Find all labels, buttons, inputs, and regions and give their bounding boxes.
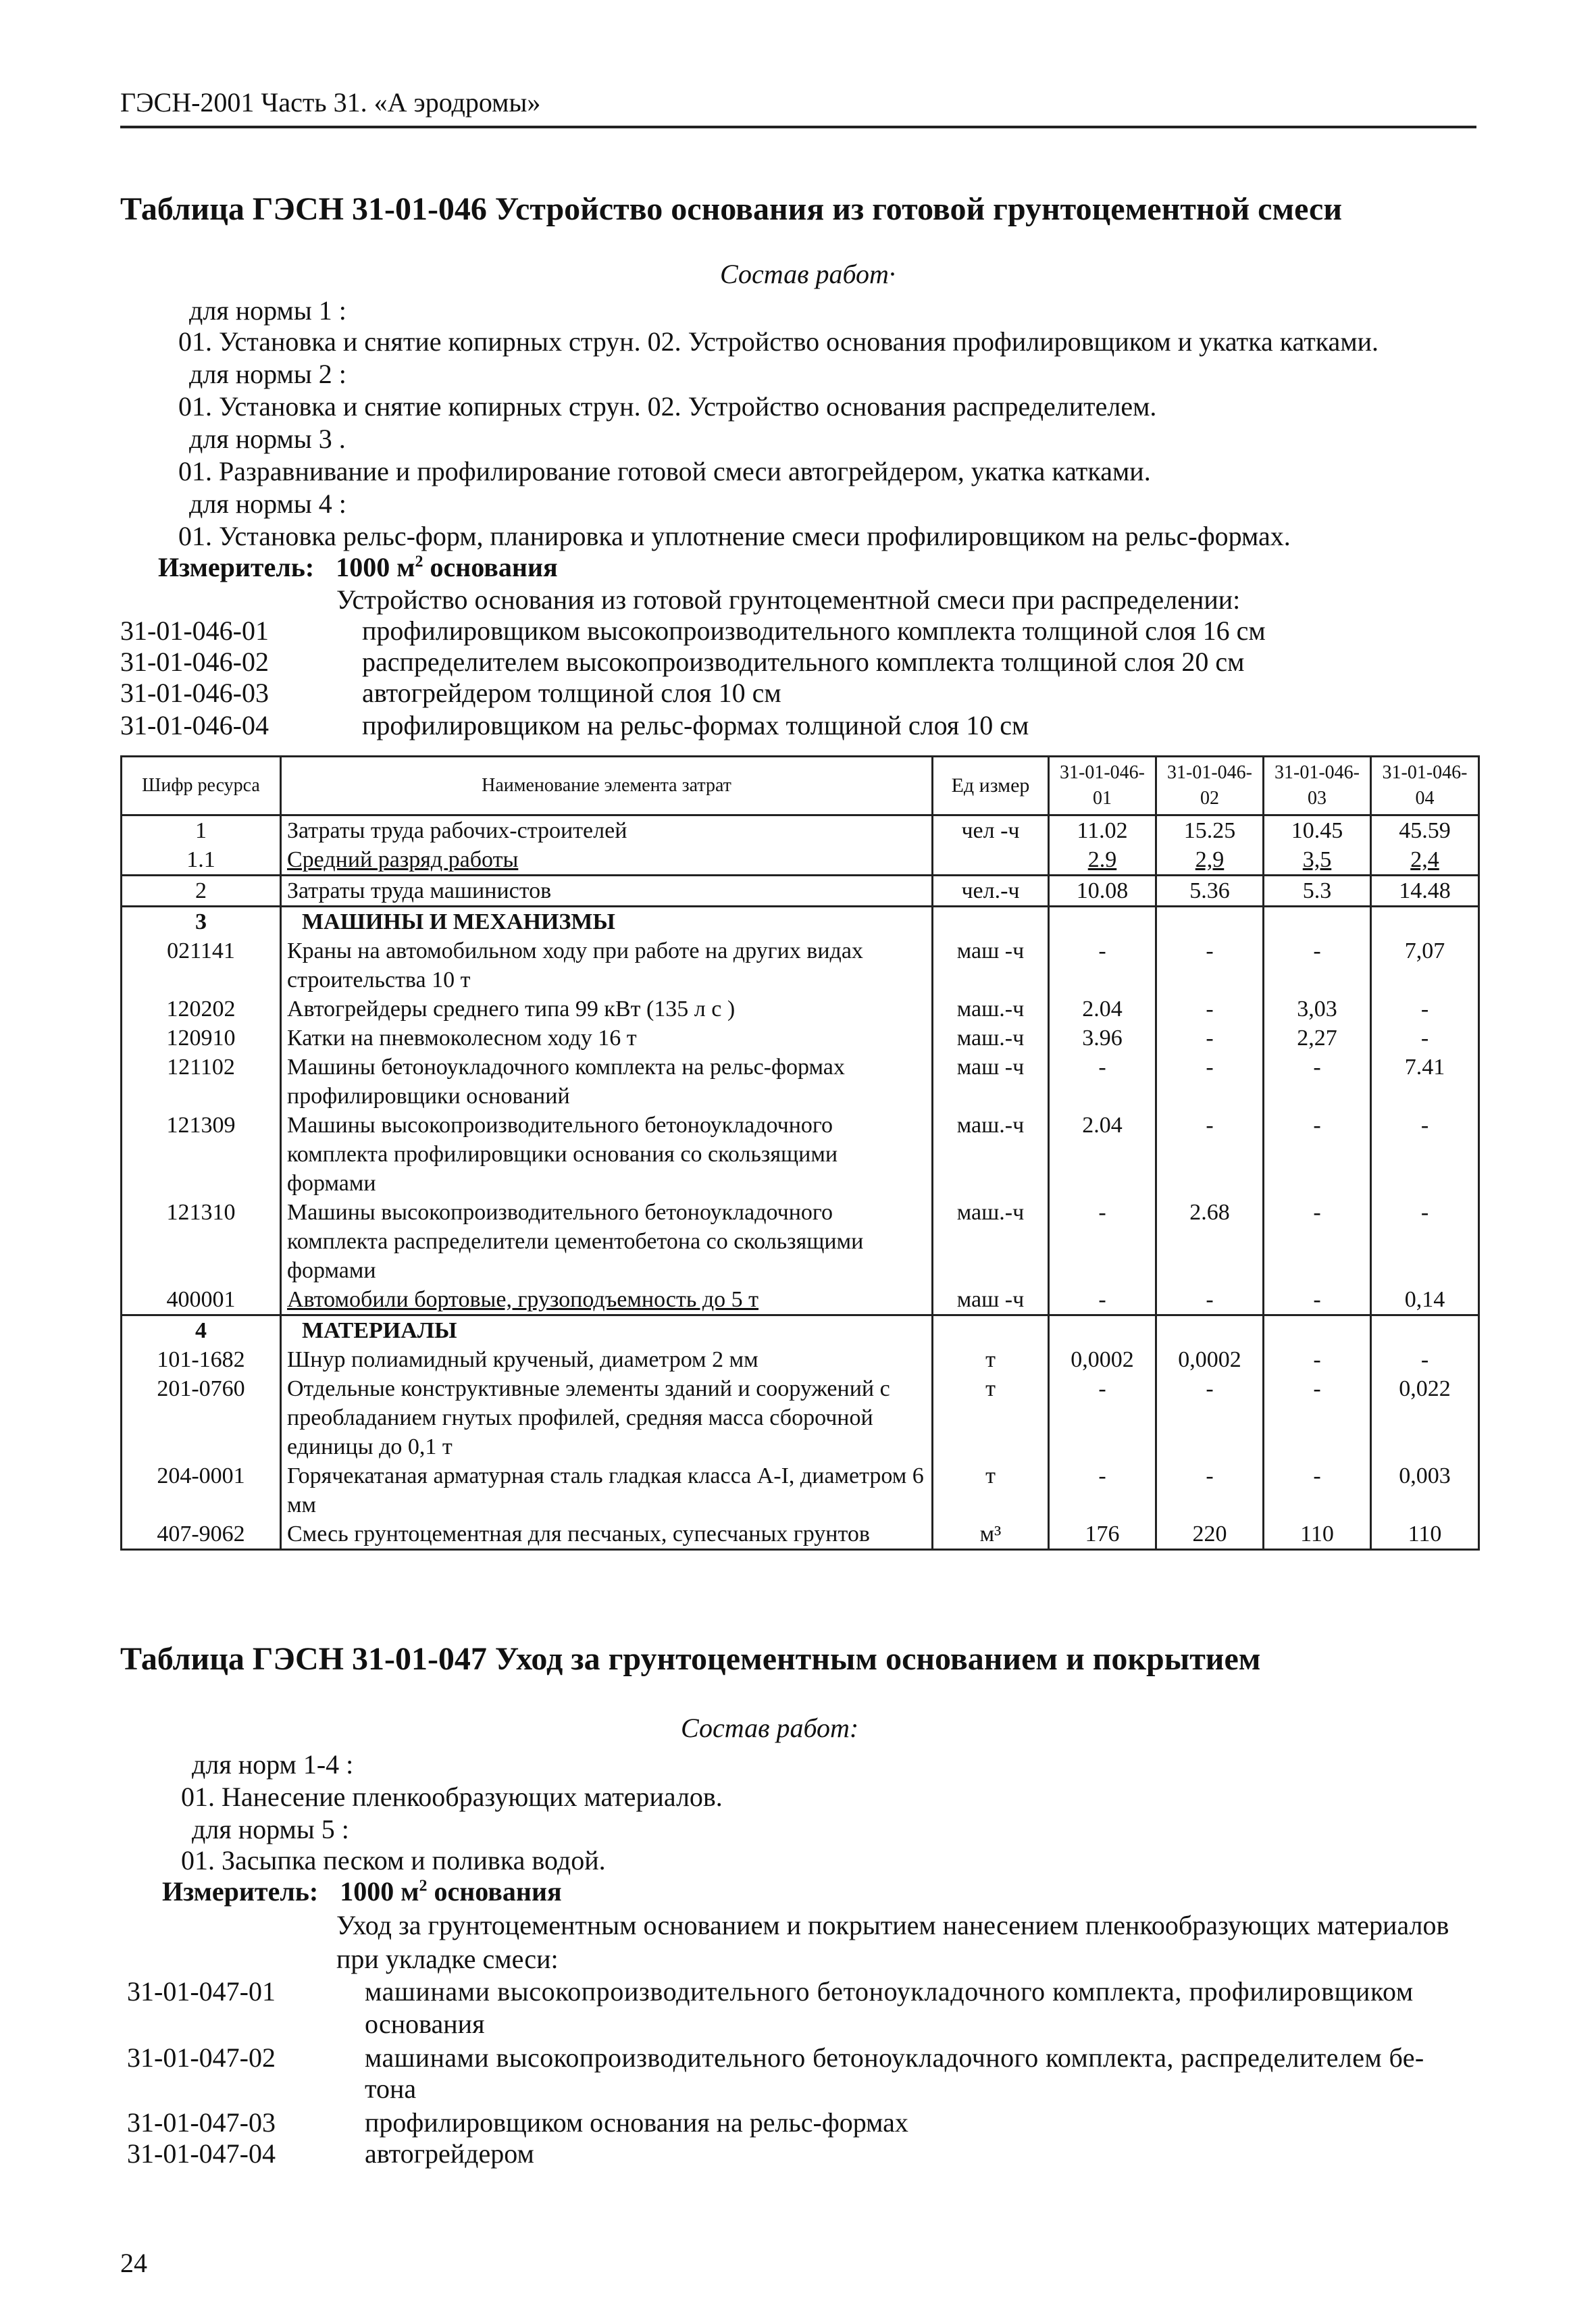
meter-047	[162, 1876, 562, 1907]
cell-value: -	[1156, 1053, 1264, 1111]
norm-047-text: машинами высокопроизводительного бетоноукладочного комплекта, распределителем бе-	[365, 2042, 1424, 2073]
cell-value: -	[1264, 1461, 1371, 1519]
cell-value	[1156, 1315, 1264, 1346]
work-046-line: для нормы 2 :	[189, 359, 346, 389]
meter-sup: 2	[415, 553, 423, 571]
cell-unit: маш -ч	[933, 936, 1049, 995]
col-header-name: Наименование элемента затрат	[281, 757, 933, 815]
table-row	[122, 1374, 1479, 1461]
meter-tail: основания	[423, 552, 558, 582]
norm-047-intro: Уход за грунтоцементным основанием и покрытием нанесением пленкообразующих материалов	[336, 1910, 1449, 1940]
work-046-line: 01. Установка и снятие копирных струн. 02. Устройство основания профилировщиком и укатка катками.	[178, 326, 1379, 357]
cell-name: Горячекатаная арматурная сталь гладкая класса А-I, диаметром 6 мм	[281, 1461, 933, 1519]
cell-name: Машины высокопроизводительного бетоноукладочного комплекта профилировщики основания со скользящими формами	[281, 1111, 933, 1198]
work-046-line: 01. Разравнивание и профилирование готовой смеси автогрейдером, укатка катками.	[178, 456, 1151, 486]
cell-name: Смесь грунтоцементная для песчаных, супесчаных грунтов	[281, 1519, 933, 1550]
cell-unit: чел.-ч	[933, 876, 1049, 907]
table-row	[122, 1285, 1479, 1315]
table-row	[122, 1519, 1479, 1550]
cell-code: 400001	[122, 1285, 281, 1315]
cell-name: Средний разряд работы	[281, 845, 933, 876]
cell-value: -	[1371, 1024, 1479, 1053]
cell-code: 121309	[122, 1111, 281, 1198]
work-046-line: для нормы 3 .	[189, 424, 346, 454]
col-header-norm-4: 31-01-046-04	[1371, 757, 1479, 815]
work-046-line: для нормы 4 :	[189, 488, 346, 519]
table-046-title: Таблица ГЭСН 31-01-046 Устройство основания из готовой грунтоцементной смеси	[120, 191, 1342, 227]
cell-value: -	[1371, 995, 1479, 1024]
norm-047-code: 31-01-047-02	[127, 2042, 276, 2073]
cell-value: 11.02	[1049, 815, 1156, 846]
cell-code: 2	[122, 876, 281, 907]
header-rule	[120, 126, 1476, 128]
cell-code: 1	[122, 815, 281, 846]
table-046-sostav: Состав работ·	[720, 259, 896, 289]
work-046-line: 01. Установка и снятие копирных струн. 02. Устройство основания распределителем.	[178, 391, 1157, 422]
cell-code: 121102	[122, 1053, 281, 1111]
meter-046	[158, 551, 558, 583]
cell-value: -	[1371, 1198, 1479, 1285]
cell-value: 110	[1264, 1519, 1371, 1550]
section-row	[122, 1315, 1479, 1346]
cell-value: 0,003	[1371, 1461, 1479, 1519]
cell-value: 2.9	[1049, 845, 1156, 876]
cell-unit: т	[933, 1461, 1049, 1519]
norm-046-text: профилировщиком высокопроизводительного комплекта толщиной слоя 16 см	[362, 615, 1266, 646]
cell-value: 7.41	[1371, 1053, 1479, 1111]
cell-name: Шнур полиамидный крученый, диаметром 2 мм	[281, 1345, 933, 1374]
cell-value: -	[1049, 1374, 1156, 1461]
cell-unit: маш.-ч	[933, 1024, 1049, 1053]
cell-value: -	[1371, 1111, 1479, 1198]
cell-value: 0,0002	[1049, 1345, 1156, 1374]
cell-value: -	[1264, 1198, 1371, 1285]
work-047-line: 01. Засыпка песком и поливка водой.	[181, 1845, 606, 1876]
cell-unit: маш.-ч	[933, 995, 1049, 1024]
table-row	[122, 995, 1479, 1024]
cell-value: -	[1156, 1024, 1264, 1053]
cell-value: 10.08	[1049, 876, 1156, 907]
cell-value: 0,0002	[1156, 1345, 1264, 1374]
norm-046-text: профилировщиком на рельс-формах толщиной слоя 10 см	[362, 710, 1029, 740]
section-title-machines: МАШИНЫ И МЕХАНИЗМЫ	[281, 907, 933, 937]
norm-047-code: 31-01-047-04	[127, 2138, 276, 2169]
cell-value: -	[1264, 936, 1371, 995]
cell-unit: маш.-ч	[933, 1198, 1049, 1285]
cell-code: 3	[122, 907, 281, 937]
cell-value: -	[1156, 1111, 1264, 1198]
cell-value: 7,07	[1371, 936, 1479, 995]
cell-value: 5.36	[1156, 876, 1264, 907]
cell-value: -	[1264, 1374, 1371, 1461]
cell-value: 176	[1049, 1519, 1156, 1550]
cell-value: 2.04	[1049, 995, 1156, 1024]
norm-046-code: 31-01-046-02	[120, 647, 269, 677]
norm-047-text-cont: тона	[365, 2073, 417, 2104]
cell-value: 0,14	[1371, 1285, 1479, 1315]
cell-value: 5.3	[1264, 876, 1371, 907]
cell-value: -	[1264, 1111, 1371, 1198]
cell-value: -	[1264, 1053, 1371, 1111]
norm-046-code: 31-01-046-03	[120, 678, 269, 708]
cell-unit: маш.-ч	[933, 1111, 1049, 1198]
cell-value	[1049, 907, 1156, 937]
norm-047-intro-cont: при укладке смеси:	[336, 1944, 559, 1974]
cell-value: -	[1371, 1345, 1479, 1374]
work-046-line: 01. Установка рельс-форм, планировка и уплотнение смеси профилировщиком на рельс-формах.	[178, 521, 1291, 551]
cell-value: 2,27	[1264, 1024, 1371, 1053]
cell-value: -	[1264, 1285, 1371, 1315]
meter-tail: основания	[427, 1876, 562, 1907]
col-header-norm-2: 31-01-046-02	[1156, 757, 1264, 815]
cell-value: 15.25	[1156, 815, 1264, 846]
table-row	[122, 1053, 1479, 1111]
cell-name: Катки на пневмоколесном ходу 16 т	[281, 1024, 933, 1053]
cell-name: Автомобили бортовые, грузоподъемность до 5 т	[281, 1285, 933, 1315]
norm-046-code: 31-01-046-04	[120, 710, 269, 740]
cell-code: 407-9062	[122, 1519, 281, 1550]
running-header: ГЭСН-2001 Часть 31. «А эродромы»	[120, 87, 541, 118]
cell-value: -	[1049, 1198, 1156, 1285]
cell-code: 4	[122, 1315, 281, 1346]
norm-047-code: 31-01-047-03	[127, 2107, 276, 2138]
cell-value: 10.45	[1264, 815, 1371, 846]
meter-label: Измеритель:	[158, 552, 315, 582]
cell-value	[1264, 1315, 1371, 1346]
cell-code: 121310	[122, 1198, 281, 1285]
work-047-line: 01. Нанесение пленкообразующих материалов.	[181, 1782, 723, 1812]
cell-value	[1371, 1315, 1479, 1346]
work-047-line: для нормы 5 :	[192, 1814, 349, 1844]
cell-name: Машины бетоноукладочного комплекта на рельс-формах профилировщики оснований	[281, 1053, 933, 1111]
cell-code: 1.1	[122, 845, 281, 876]
meter-sup: 2	[419, 1877, 428, 1895]
cell-value	[1371, 907, 1479, 937]
table-row	[122, 936, 1479, 995]
cell-unit: т	[933, 1345, 1049, 1374]
cell-code: 120910	[122, 1024, 281, 1053]
col-header-norm-1: 31-01-046-01	[1049, 757, 1156, 815]
table-row	[122, 1024, 1479, 1053]
norm-047-code: 31-01-047-01	[127, 1976, 276, 2007]
cell-value: -	[1049, 936, 1156, 995]
work-046-line: для нормы 1 :	[189, 295, 346, 326]
cell-value: 2,9	[1156, 845, 1264, 876]
norm-047-text: автогрейдером	[365, 2138, 534, 2169]
cell-value: 3,5	[1264, 845, 1371, 876]
cell-value: 14.48	[1371, 876, 1479, 907]
cell-value: 0,022	[1371, 1374, 1479, 1461]
meter-label: Измеритель:	[162, 1876, 319, 1907]
cell-code: 120202	[122, 995, 281, 1024]
cell-value: -	[1049, 1053, 1156, 1111]
table-row	[122, 1111, 1479, 1198]
cell-value: -	[1156, 1285, 1264, 1315]
table-047-title: Таблица ГЭСН 31-01-047 Уход за грунтоцементным основанием и покрытием	[120, 1641, 1261, 1677]
cell-unit	[933, 845, 1049, 876]
cell-value: 3,03	[1264, 995, 1371, 1024]
work-047-line: для норм 1-4 :	[192, 1749, 354, 1780]
table-row	[122, 876, 1479, 907]
cell-value: -	[1264, 1345, 1371, 1374]
resource-cost-table	[120, 755, 1480, 1551]
page-number: 24	[120, 2248, 147, 2278]
cell-value	[1049, 1315, 1156, 1346]
table-row	[122, 1461, 1479, 1519]
cell-code: 101-1682	[122, 1345, 281, 1374]
cell-value: 45.59	[1371, 815, 1479, 846]
cell-value	[1156, 907, 1264, 937]
cell-value	[1264, 907, 1371, 937]
cell-code: 201-0760	[122, 1374, 281, 1461]
cell-name: Затраты труда рабочих-строителей	[281, 815, 933, 846]
cell-value: 3.96	[1049, 1024, 1156, 1053]
cell-value: -	[1049, 1461, 1156, 1519]
norm-046-code: 31-01-046-01	[120, 615, 269, 646]
cell-name: Автогрейдеры среднего типа 99 кВт (135 л с )	[281, 995, 933, 1024]
table-047-sostav: Состав работ:	[681, 1713, 859, 1743]
meter-value: 1000 м	[336, 552, 415, 582]
cell-name: Машины высокопроизводительного бетоноукладочного комплекта распределители цементобетона со скользящими формами	[281, 1198, 933, 1285]
cell-value: 220	[1156, 1519, 1264, 1550]
cell-name: Краны на автомобильном ходу при работе на других видах строительства 10 т	[281, 936, 933, 995]
norm-046-text: распределителем высокопроизводительного комплекта толщиной слоя 20 см	[362, 647, 1245, 677]
cell-unit: чел -ч	[933, 815, 1049, 846]
table-row	[122, 1345, 1479, 1374]
cell-name: Затраты труда машинистов	[281, 876, 933, 907]
cell-unit: маш -ч	[933, 1285, 1049, 1315]
meter-value: 1000 м	[340, 1876, 419, 1907]
norm-047-text: профилировщиком основания на рельс-формах	[365, 2107, 908, 2138]
cell-value: 2,4	[1371, 845, 1479, 876]
cell-unit	[933, 1315, 1049, 1346]
cell-unit	[933, 907, 1049, 937]
cell-value: 110	[1371, 1519, 1479, 1550]
col-header-unit: Ед измер	[933, 757, 1049, 815]
section-row	[122, 907, 1479, 937]
cell-unit: т	[933, 1374, 1049, 1461]
cell-code: 021141	[122, 936, 281, 995]
cell-value: -	[1156, 1461, 1264, 1519]
norm-047-text: машинами высокопроизводительного бетоноукладочного комплекта, профилировщиком	[365, 1976, 1414, 2007]
cell-code: 204-0001	[122, 1461, 281, 1519]
norm-046-text: автогрейдером толщиной слоя 10 см	[362, 678, 781, 708]
cell-unit: маш -ч	[933, 1053, 1049, 1111]
col-header-code: Шифр ресурса	[122, 757, 281, 815]
cell-value: -	[1049, 1285, 1156, 1315]
table-row	[122, 815, 1479, 846]
cell-value: -	[1156, 995, 1264, 1024]
cell-unit: м³	[933, 1519, 1049, 1550]
cell-value: -	[1156, 1374, 1264, 1461]
cell-value: -	[1156, 936, 1264, 995]
table-row	[122, 845, 1479, 876]
table-row	[122, 1198, 1479, 1285]
cell-name: Отдельные конструктивные элементы зданий и сооружений с преобладанием гнутых профилей, средняя масса сборочной единицы до 0,1 т	[281, 1374, 933, 1461]
col-header-norm-3: 31-01-046-03	[1264, 757, 1371, 815]
cell-value: 2.68	[1156, 1198, 1264, 1285]
cell-value: 2.04	[1049, 1111, 1156, 1198]
norm-046-intro: Устройство основания из готовой грунтоцементной смеси при распределении:	[336, 584, 1241, 615]
norm-047-text-cont: основания	[365, 2009, 485, 2039]
section-title-materials: МАТЕРИАЛЫ	[281, 1315, 933, 1346]
